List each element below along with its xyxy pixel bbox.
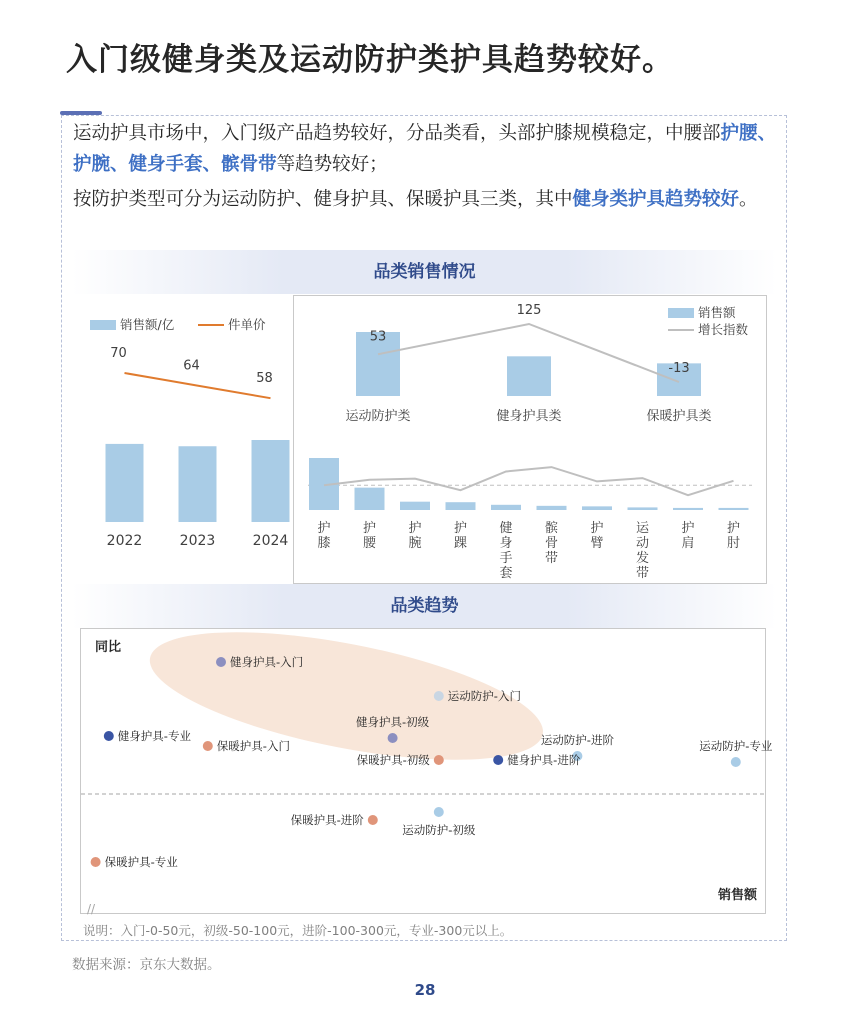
bar-2023 [179,446,217,522]
protection-type-chart [294,296,766,436]
point-运动防护-入门 [434,691,444,701]
legend-swatch-sales [668,308,694,318]
x-tick-健身手套: 套 [499,566,513,581]
point-健身护具-进阶 [493,755,503,765]
axis-break-mark: // [87,902,96,916]
point-保暖护具-初级 [434,755,444,765]
point-健身护具-专业 [104,731,114,741]
x-tick-运动发带: 发 [635,551,650,566]
bar-护臂 [582,506,612,510]
data-source: 数据来源：京东大数据。 [72,957,221,973]
price-line [125,373,271,398]
category-trend-scatter [81,629,773,916]
x-tick-护踝: 踝 [453,536,468,551]
bar-健身护具类 [507,356,551,396]
x-tick-护肘: 护 [726,521,741,536]
bar-髌骨带 [537,506,567,510]
point-运动防护-专业 [731,757,741,767]
legend-swatch-sales [90,320,116,330]
x-tick-髌骨带: 带 [544,551,559,566]
x-tick-护臂: 护 [590,521,604,536]
x-tick-运动防护类: 运动防护类 [345,409,411,424]
x-tick-护踝: 护 [453,521,468,536]
bar-护肩 [673,508,703,510]
label-运动防护-专业: 运动防护-专业 [699,739,773,753]
label-运动防护-初级: 运动防护-初级 [402,823,476,837]
x-tick-髌骨带: 髌 [544,521,559,536]
highlight-patella: 髌骨带 [221,154,277,175]
point-健身护具-初级 [388,733,398,743]
bar-运动发带 [628,507,658,510]
separator: 、 [202,154,222,175]
x-tick-运动发带: 动 [635,536,650,551]
summary-p1-tail: 等趋势较好； [276,154,388,175]
x-tick-护腕: 护 [408,521,422,536]
x-tick-运动发带: 运 [635,521,650,536]
summary-text [73,118,778,219]
x-tick-护腰: 护 [362,521,377,536]
price-label-2023: 64 [183,358,200,374]
point-保暖护具-进阶 [368,815,378,825]
bar-护踝 [446,502,476,510]
highlight-wrist: 护腕 [73,154,111,175]
index-label-健身护具类: 125 [516,303,542,318]
index-label-运动防护类: 53 [369,329,387,345]
x-tick-髌骨带: 骨 [544,536,559,551]
summary-p2-text: 按防护类型可分为运动防护、健身护具、保暖护具三类，其中 [73,189,573,210]
legend-label-price: 件单价 [228,317,266,332]
label-健身护具-进阶: 健身护具-进阶 [507,753,581,767]
x-tick-2022: 2022 [106,533,143,549]
legend-label-sales: 销售额 [698,305,736,320]
separator: 、 [110,154,129,175]
point-运动防护-初级 [434,807,444,817]
label-运动防护-入门: 运动防护-入门 [447,689,521,703]
point-保暖护具-专业 [91,857,101,867]
summary-p2-tail: 。 [739,189,758,210]
x-tick-保暖护具类: 保暖护具类 [646,409,712,424]
label-健身护具-初级: 健身护具-初级 [356,715,430,729]
separator: 、 [757,123,777,144]
y-axis-label: 同比 [95,640,122,655]
bar-护腕 [400,502,430,510]
section-title-sales: 品类销售情况 [72,250,777,294]
label-健身护具-专业: 健身护具-专业 [117,729,191,743]
label-保暖护具-专业: 保暖护具-专业 [104,855,178,869]
label-保暖护具-初级: 保暖护具-初级 [356,753,430,767]
index-label-保暖护具类: -13 [668,361,690,376]
page-title: 入门级健身类及运动防护类护具趋势较好。 [66,42,674,78]
bar-2024 [252,440,290,522]
bar-护腰 [355,488,385,510]
x-tick-护肩: 护 [681,521,695,536]
label-保暖护具-入门: 保暖护具-入门 [216,739,290,753]
label-健身护具-入门: 健身护具-入门 [230,655,304,669]
price-label-2022: 70 [110,346,127,361]
footnote: 说明：入门-0-50元，初级-50-100元，进阶-100-300元，专业-300元以上。 [83,923,513,938]
point-保暖护具-入门 [203,741,213,751]
x-tick-护腰: 腰 [362,536,377,551]
section-title-trend: 品类趋势 [72,584,777,628]
x-tick-健身手套: 健 [499,521,513,536]
x-tick-2024: 2024 [252,533,289,549]
summary-paragraph-1 [73,118,778,180]
x-tick-护肘: 肘 [726,536,741,551]
x-axis-label: 销售额 [717,888,757,903]
highlight-hip: 护腰 [720,123,758,144]
bar-护肘 [719,508,749,510]
bar-健身手套 [491,505,521,510]
x-tick-2023: 2023 [179,533,216,549]
legend-label-sales: 销售额/亿 [120,317,175,332]
summary-p1-text: 运动护具市场中，入门级产品趋势较好，分品类看，头部护膝规模稳定，中腰部 [73,123,721,144]
legend-label-index: 增长指数 [698,322,749,337]
yearly-sales-chart [80,300,289,560]
x-tick-护膝: 膝 [317,536,331,551]
point-健身护具-入门 [216,657,226,667]
x-tick-运动发带: 带 [635,566,650,581]
x-tick-健身手套: 身 [499,536,513,551]
summary-paragraph-2 [73,184,778,215]
label-保暖护具-进阶: 保暖护具-进阶 [290,813,364,827]
x-tick-护肩: 肩 [681,536,695,551]
page-number: 28 [414,981,436,999]
x-tick-护腕: 腕 [408,536,422,551]
label-运动防护-进阶: 运动防护-进阶 [540,733,614,747]
x-tick-护膝: 护 [317,521,331,536]
x-tick-健身护具类: 健身护具类 [496,409,562,424]
bar-2022 [106,444,144,522]
x-tick-护臂: 臂 [590,536,604,551]
subcategory-chart [294,436,766,583]
x-tick-健身手套: 手 [499,551,513,566]
highlight-gloves: 健身手套 [128,154,203,175]
highlight-fitness: 健身类护具趋势较好 [572,189,740,210]
growth-index-line [324,467,734,495]
price-label-2024: 58 [256,371,273,387]
